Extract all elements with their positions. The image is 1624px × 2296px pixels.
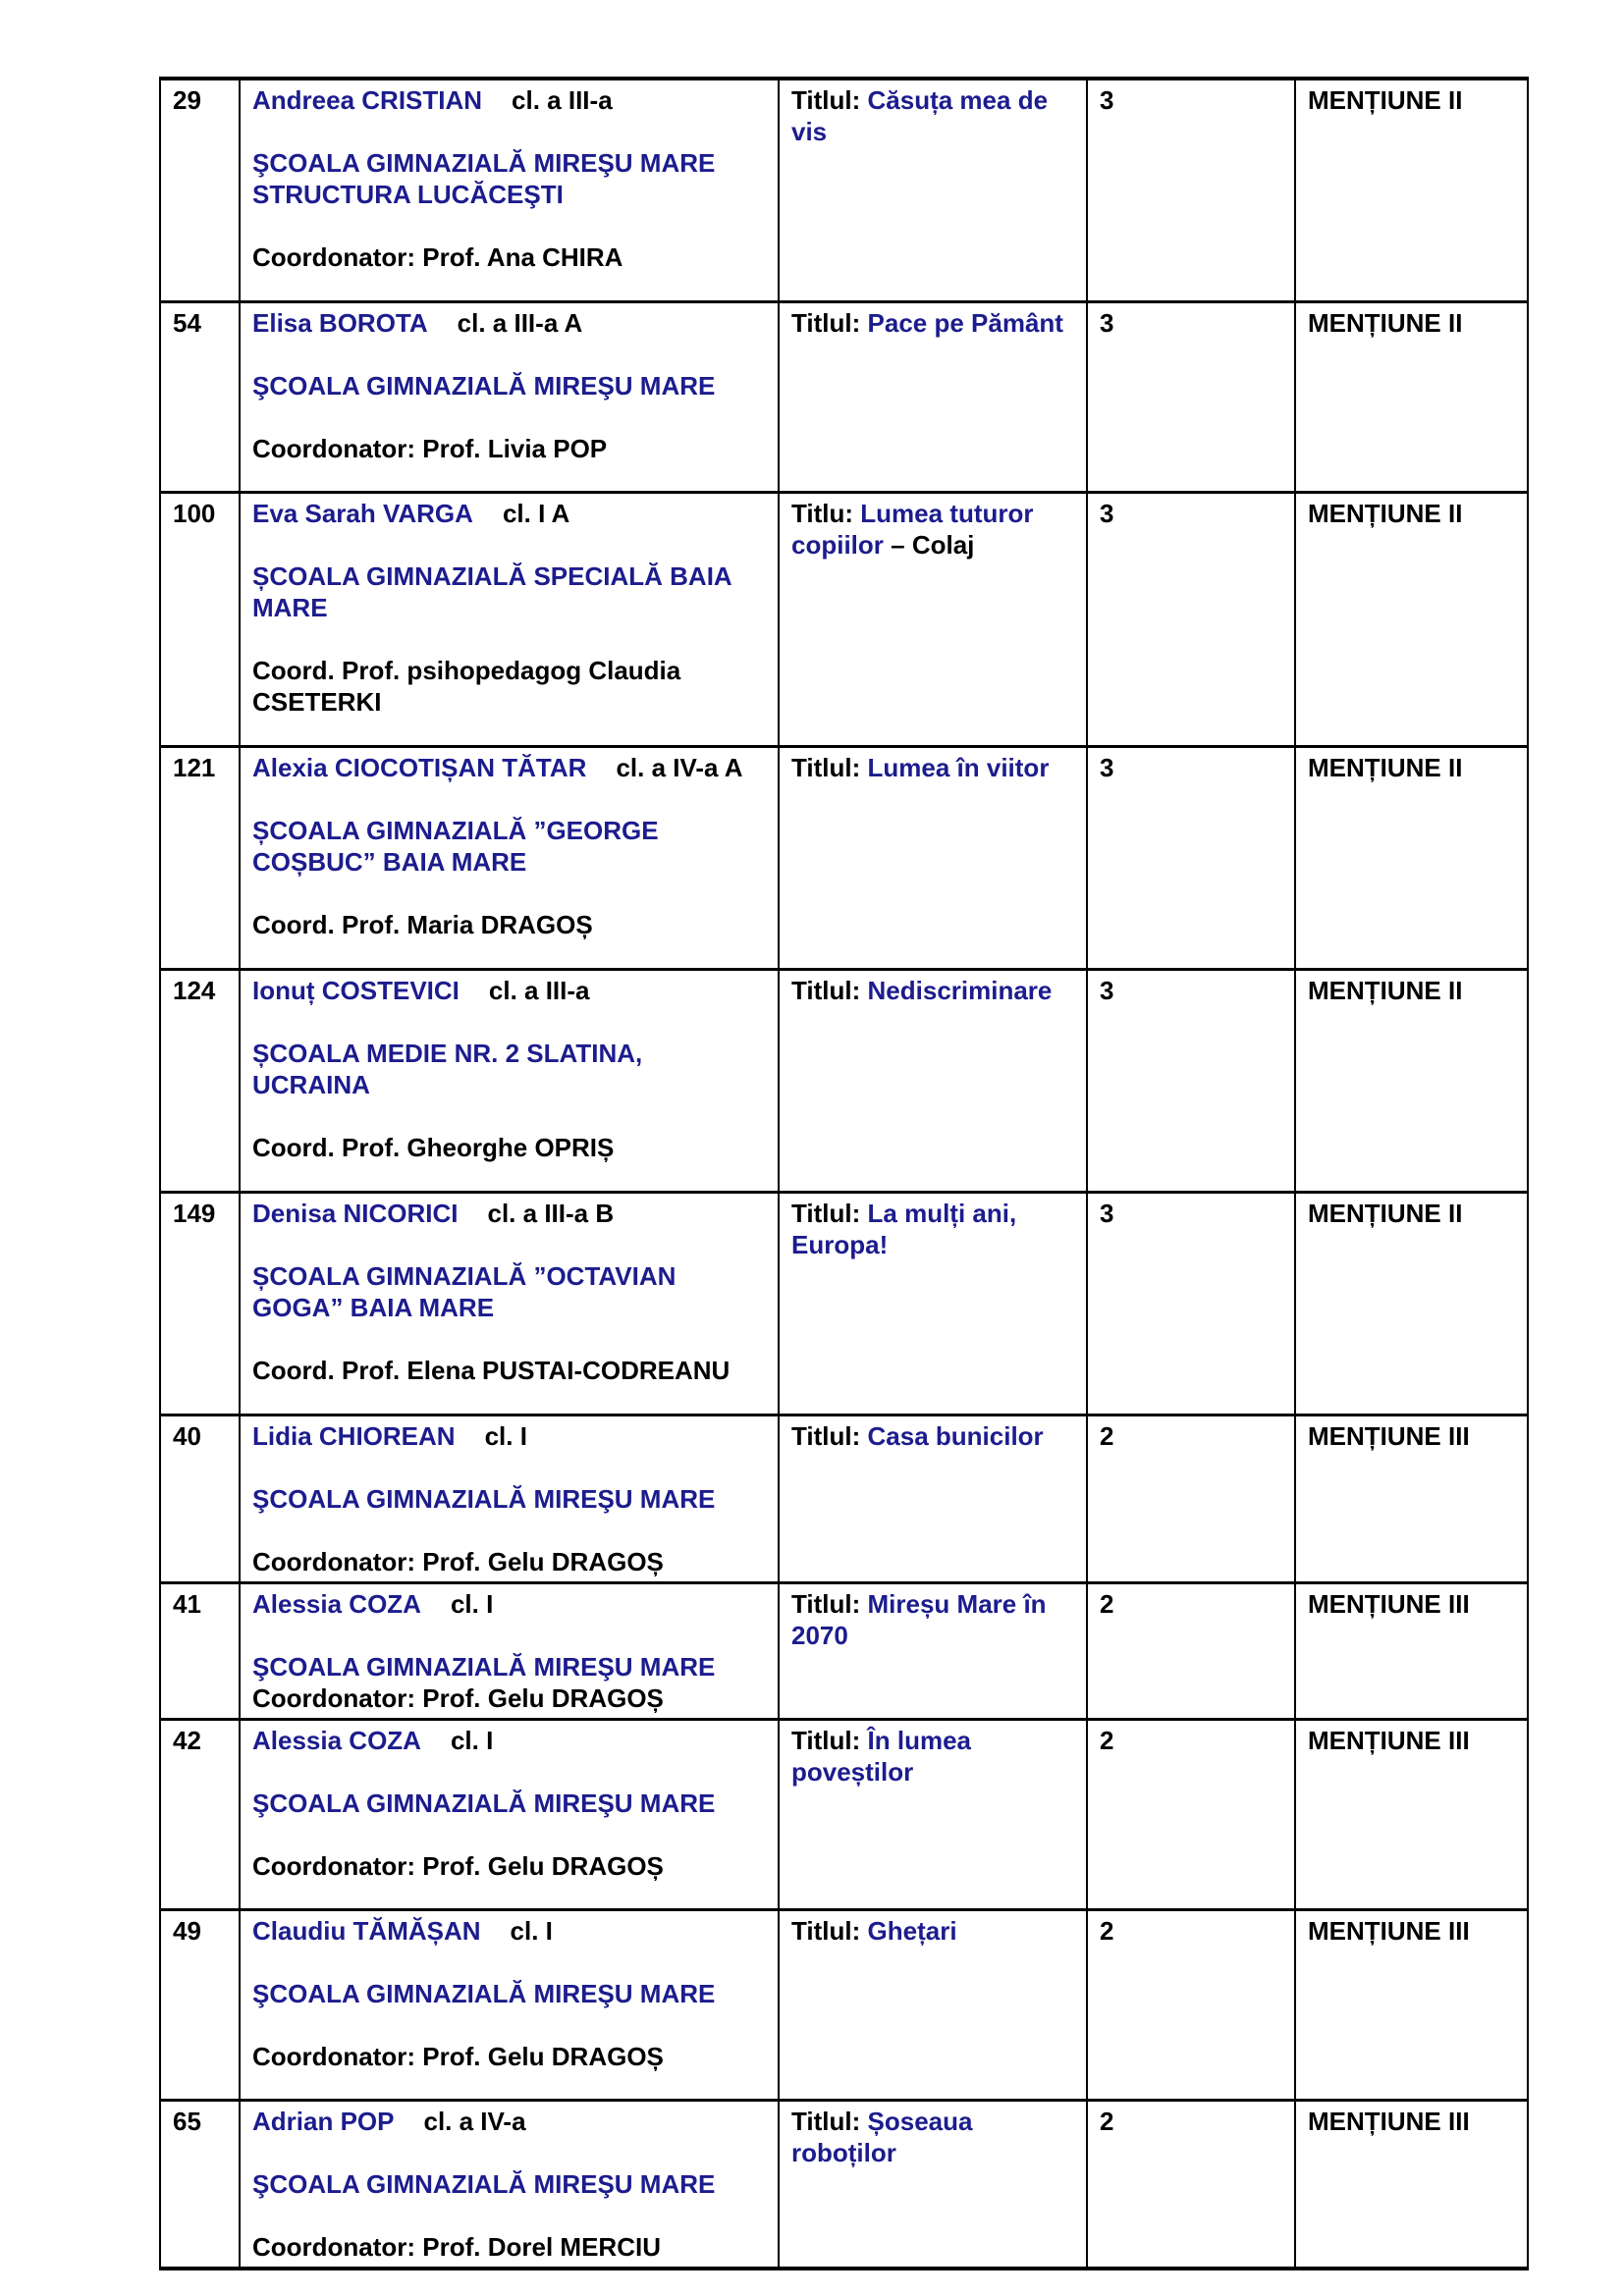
- participant-name: Eva Sarah VARGA: [252, 498, 473, 528]
- prize-text: MENȚIUNE II: [1308, 307, 1463, 338]
- participant-cell: [240, 1909, 779, 2100]
- work-title: La mulți ani, Europa!: [791, 1198, 1017, 1259]
- school-name: ŞCOALA GIMNAZIALĂ MIREŞU MARE STRUCTURA LUCĂCEŞTI: [252, 148, 716, 209]
- coordinator: Coordonator: Prof. Livia POP: [252, 433, 608, 463]
- prize: [1295, 746, 1528, 969]
- score-text: 3: [1100, 1198, 1114, 1228]
- participant-name: Andreea CRISTIAN: [252, 85, 483, 115]
- coordinator: Coord. Prof. Maria DRAGOȘ: [252, 909, 593, 939]
- score: [1087, 1415, 1295, 1582]
- work-title-cell: [779, 79, 1087, 301]
- participant-cell: [240, 969, 779, 1192]
- entry-number-text: 40: [173, 1420, 201, 1451]
- prize: [1295, 2100, 1528, 2269]
- table-row: [160, 1192, 1528, 1415]
- work-title: Lumea în viitor: [867, 752, 1050, 782]
- title-suffix: – Colaj: [883, 529, 975, 560]
- participant-class: cl. I: [450, 1588, 494, 1619]
- title-label: Titlul:: [791, 1198, 868, 1228]
- entry-number-text: 121: [173, 752, 216, 782]
- coordinator: Coord. Prof. Elena PUSTAI-CODREANU: [252, 1355, 731, 1385]
- table-row: [160, 492, 1528, 746]
- table-row: [160, 79, 1528, 301]
- prize-text: MENȚIUNE III: [1308, 1420, 1470, 1451]
- work-title-cell: [779, 969, 1087, 1192]
- prize-text: MENȚIUNE II: [1308, 498, 1463, 528]
- participant-name: Ionuț COSTEVICI: [252, 975, 460, 1005]
- coordinator: Coordonator: Prof. Ana CHIRA: [252, 242, 623, 272]
- participant-class: cl. a IV-a A: [616, 752, 743, 782]
- entry-number-text: 100: [173, 498, 216, 528]
- table-row: [160, 746, 1528, 969]
- school-name: ȘCOALA GIMNAZIALĂ ”GEORGE COȘBUC” BAIA MARE: [252, 815, 659, 877]
- participant-cell: [240, 1582, 779, 1719]
- participant-name: Elisa BOROTA: [252, 307, 428, 338]
- title-label: Titlul:: [791, 1588, 868, 1619]
- coordinator: Coordonator: Prof. Gelu DRAGOȘ: [252, 1546, 664, 1576]
- prize: [1295, 1719, 1528, 1909]
- entry-number: [160, 301, 240, 492]
- prize: [1295, 1582, 1528, 1719]
- participant-class: cl. I: [450, 1725, 494, 1755]
- score: [1087, 746, 1295, 969]
- prize: [1295, 1192, 1528, 1415]
- score-text: 3: [1100, 752, 1114, 782]
- work-title-cell: [779, 1582, 1087, 1719]
- title-label: Titlul:: [791, 2106, 868, 2136]
- school-name: ŞCOALA GIMNAZIALĂ MIREŞU MARE: [252, 1978, 716, 2008]
- prize-text: MENȚIUNE II: [1308, 975, 1463, 1005]
- score-text: 2: [1100, 2106, 1114, 2136]
- score: [1087, 2100, 1295, 2269]
- prize: [1295, 492, 1528, 746]
- score: [1087, 1909, 1295, 2100]
- table-row: [160, 1719, 1528, 1909]
- participant-name: Alessia COZA: [252, 1588, 421, 1619]
- work-title: Lumea tuturor copiilor: [791, 498, 1034, 560]
- work-title-cell: [779, 2100, 1087, 2269]
- score: [1087, 969, 1295, 1192]
- work-title: Căsuța mea de vis: [791, 85, 1049, 146]
- prize-text: MENȚIUNE III: [1308, 1725, 1470, 1755]
- work-title: Nediscriminare: [867, 975, 1053, 1005]
- score-text: 3: [1100, 307, 1114, 338]
- entry-number: [160, 79, 240, 301]
- coordinator: Coordonator: Prof. Gelu DRAGOȘ: [252, 1682, 664, 1713]
- participant-class: cl. a III-a A: [457, 307, 583, 338]
- table-row: [160, 1415, 1528, 1582]
- score: [1087, 1719, 1295, 1909]
- entry-number-text: 65: [173, 2106, 201, 2136]
- work-title: Casa bunicilor: [867, 1420, 1044, 1451]
- title-label: Titlul:: [791, 307, 868, 338]
- work-title: Pace pe Pământ: [867, 307, 1063, 338]
- prize-text: MENȚIUNE II: [1308, 85, 1463, 115]
- participant-class: cl. I: [510, 1915, 553, 1946]
- title-label: Titlul:: [791, 1420, 868, 1451]
- entry-number: [160, 1415, 240, 1582]
- score-text: 3: [1100, 498, 1114, 528]
- coordinator: Coord. Prof. Gheorghe OPRIȘ: [252, 1132, 615, 1162]
- entry-number-text: 49: [173, 1915, 201, 1946]
- entry-number: [160, 1582, 240, 1719]
- participant-name: Alessia COZA: [252, 1725, 421, 1755]
- participant-class: cl. I A: [502, 498, 570, 528]
- participant-cell: [240, 2100, 779, 2269]
- score-text: 3: [1100, 975, 1114, 1005]
- score: [1087, 1582, 1295, 1719]
- score-text: 2: [1100, 1588, 1114, 1619]
- work-title: Ghețari: [867, 1915, 957, 1946]
- title-label: Titlu:: [791, 498, 861, 528]
- work-title-cell: [779, 1192, 1087, 1415]
- participant-class: cl. I: [484, 1420, 527, 1451]
- participant-cell: [240, 492, 779, 746]
- prize-text: MENȚIUNE III: [1308, 1915, 1470, 1946]
- title-label: Titlul:: [791, 752, 868, 782]
- school-name: ȘCOALA GIMNAZIALĂ ”OCTAVIAN GOGA” BAIA MARE: [252, 1260, 677, 1322]
- score-text: 2: [1100, 1420, 1114, 1451]
- results-table: [159, 77, 1529, 2270]
- prize-text: MENȚIUNE III: [1308, 1588, 1470, 1619]
- entry-number: [160, 492, 240, 746]
- results-table-body: [160, 79, 1528, 2269]
- prize: [1295, 969, 1528, 1192]
- coordinator: Coordonator: Prof. Dorel MERCIU: [252, 2231, 661, 2262]
- participant-name: Alexia CIOCOTIȘAN TĂTAR: [252, 752, 587, 782]
- school-name: ȘCOALA MEDIE NR. 2 SLATINA, UCRAINA: [252, 1038, 643, 1099]
- school-name: ŞCOALA GIMNAZIALĂ MIREŞU MARE: [252, 370, 716, 400]
- participant-cell: [240, 301, 779, 492]
- coordinator: Coordonator: Prof. Gelu DRAGOȘ: [252, 2041, 664, 2071]
- score: [1087, 492, 1295, 746]
- table-row: [160, 301, 1528, 492]
- title-label: Titlul:: [791, 975, 868, 1005]
- school-name: ŞCOALA GIMNAZIALĂ MIREŞU MARE: [252, 1788, 716, 1818]
- participant-cell: [240, 79, 779, 301]
- table-row: [160, 1909, 1528, 2100]
- school-name: ȘCOALA GIMNAZIALĂ SPECIALĂ BAIA MARE: [252, 561, 731, 622]
- participant-cell: [240, 1415, 779, 1582]
- score: [1087, 301, 1295, 492]
- score: [1087, 1192, 1295, 1415]
- participant-name: Adrian POP: [252, 2106, 395, 2136]
- entry-number: [160, 2100, 240, 2269]
- table-row: [160, 2100, 1528, 2269]
- entry-number-text: 29: [173, 85, 201, 115]
- work-title-cell: [779, 1909, 1087, 2100]
- title-label: Titlul:: [791, 1725, 868, 1755]
- participant-cell: [240, 746, 779, 969]
- school-name: ŞCOALA GIMNAZIALĂ MIREŞU MARE: [252, 2168, 716, 2199]
- participant-cell: [240, 1192, 779, 1415]
- score-text: 2: [1100, 1915, 1114, 1946]
- entry-number-text: 41: [173, 1588, 201, 1619]
- work-title-cell: [779, 1415, 1087, 1582]
- entry-number-text: 54: [173, 307, 201, 338]
- prize-text: MENȚIUNE II: [1308, 1198, 1463, 1228]
- entry-number-text: 124: [173, 975, 216, 1005]
- prize: [1295, 1909, 1528, 2100]
- entry-number-text: 149: [173, 1198, 216, 1228]
- participant-class: cl. a III-a: [512, 85, 613, 115]
- participant-class: cl. a III-a B: [487, 1198, 615, 1228]
- score-text: 3: [1100, 85, 1114, 115]
- title-label: Titlul:: [791, 85, 868, 115]
- entry-number: [160, 969, 240, 1192]
- participant-class: cl. a IV-a: [423, 2106, 526, 2136]
- table-row: [160, 969, 1528, 1192]
- work-title-cell: [779, 746, 1087, 969]
- participant-name: Claudiu TĂMĂȘAN: [252, 1915, 481, 1946]
- entry-number: [160, 1192, 240, 1415]
- work-title: Mireșu Mare în 2070: [791, 1588, 1047, 1650]
- prize-text: MENȚIUNE III: [1308, 2106, 1470, 2136]
- participant-name: Lidia CHIOREAN: [252, 1420, 456, 1451]
- entry-number-text: 42: [173, 1725, 201, 1755]
- entry-number: [160, 1909, 240, 2100]
- school-name: ŞCOALA GIMNAZIALĂ MIREŞU MARE: [252, 1483, 716, 1514]
- prize-text: MENȚIUNE II: [1308, 752, 1463, 782]
- participant-name: Denisa NICORICI: [252, 1198, 459, 1228]
- school-name: ŞCOALA GIMNAZIALĂ MIREŞU MARE: [252, 1651, 716, 1682]
- work-title-cell: [779, 1719, 1087, 1909]
- entry-number: [160, 746, 240, 969]
- work-title-cell: [779, 492, 1087, 746]
- entry-number: [160, 1719, 240, 1909]
- work-title-cell: [779, 301, 1087, 492]
- work-title: În lumea poveștilor: [791, 1725, 971, 1787]
- coordinator: Coordonator: Prof. Gelu DRAGOȘ: [252, 1850, 664, 1881]
- score-text: 2: [1100, 1725, 1114, 1755]
- prize: [1295, 1415, 1528, 1582]
- work-title: Șoseaua roboților: [791, 2106, 973, 2167]
- participant-cell: [240, 1719, 779, 1909]
- coordinator: Coord. Prof. psihopedagog Claudia CSETERKI: [252, 655, 681, 717]
- prize: [1295, 301, 1528, 492]
- title-label: Titlul:: [791, 1915, 868, 1946]
- prize: [1295, 79, 1528, 301]
- score: [1087, 79, 1295, 301]
- participant-class: cl. a III-a: [488, 975, 590, 1005]
- table-row: [160, 1582, 1528, 1719]
